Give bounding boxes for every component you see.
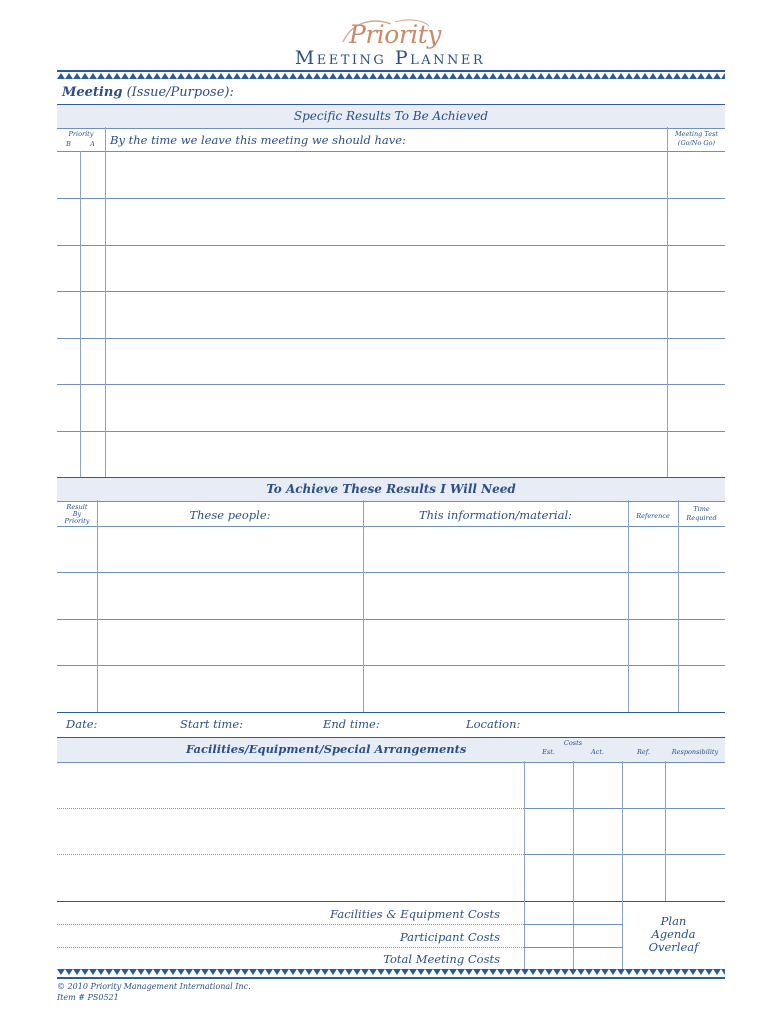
section2-header (57, 477, 725, 502)
col-divider (667, 127, 668, 477)
responsibility-label: Responsibility (671, 748, 719, 756)
go-no-go-label: (Go/No Go) (677, 139, 716, 147)
logo-text: Priority (349, 20, 441, 49)
total-costs-label: Total Meeting Costs (383, 952, 500, 966)
end-time-field[interactable] (372, 716, 462, 733)
need-row[interactable] (98, 527, 725, 572)
meeting-sub-label: (Issue/Purpose): (126, 85, 234, 100)
section1-title: Specific Results To Be Achieved (293, 109, 489, 123)
participant-est-field[interactable] (525, 926, 572, 946)
result-row[interactable] (106, 339, 667, 383)
start-time-field[interactable] (232, 716, 317, 733)
plan-agenda-note (622, 915, 725, 954)
facility-row[interactable] (58, 855, 725, 900)
section1-header (57, 104, 725, 129)
need-row[interactable] (98, 573, 725, 618)
total-act-field[interactable] (574, 949, 621, 968)
participant-act-field[interactable] (574, 926, 621, 946)
section3-title: Facilities/Equipment/Special Arrangements (186, 742, 467, 756)
result-by-label: Result (66, 503, 88, 511)
facility-row[interactable] (58, 762, 725, 807)
result-row[interactable] (106, 292, 667, 337)
time-required-label: Time (693, 505, 710, 513)
decorative-border-bottom (57, 968, 725, 980)
overleaf-label: Overleaf (648, 940, 699, 954)
priority-a-label: A (90, 140, 95, 148)
page-title: Meeting Planner (294, 47, 486, 69)
ref-label: Ref. (637, 748, 650, 756)
totals-row-rule (57, 924, 524, 925)
totals-row-rule (524, 924, 622, 925)
item-number-text: Item # PS0521 (57, 993, 119, 1002)
people-column-label: These people: (189, 508, 271, 522)
need-row[interactable] (98, 666, 725, 711)
facility-row[interactable] (58, 809, 725, 853)
priority-logo (335, 14, 441, 50)
result-row[interactable] (106, 432, 667, 476)
meeting-purpose-field[interactable] (200, 86, 720, 102)
result-by-label-2: By (72, 510, 82, 518)
plan-label: Plan (660, 914, 687, 928)
total-est-field[interactable] (525, 949, 572, 968)
location-label: Location: (466, 717, 521, 731)
info-column-label: This information/material: (418, 508, 573, 522)
result-row[interactable] (106, 385, 667, 430)
meeting-test-label: Meeting Test (674, 130, 719, 138)
results-column-label: By the time we leave this meeting we should have: (110, 133, 406, 147)
time-required-label-2: Required (686, 514, 717, 522)
agenda-label: Agenda (651, 927, 696, 941)
reference-column-label: Reference (636, 512, 670, 520)
costs-label: Costs (563, 739, 583, 747)
totals-row-rule (57, 947, 524, 948)
decorative-border-top (57, 70, 725, 82)
end-time-label: End time: (323, 717, 380, 731)
facilities-costs-label: Facilities & Equipment Costs (330, 907, 500, 921)
meeting-label: Meeting (62, 85, 123, 100)
need-row[interactable] (98, 620, 725, 664)
section2-title: To Achieve These Results I Will Need (266, 482, 516, 496)
location-field[interactable] (512, 716, 722, 733)
start-time-label: Start time: (180, 717, 244, 731)
copyright-text: © 2010 Priority Management International Inc. (57, 982, 251, 991)
act-label: Act. (590, 748, 604, 756)
date-label: Date: (66, 717, 98, 731)
result-row[interactable] (106, 199, 667, 244)
facilities-act-field[interactable] (574, 903, 621, 923)
date-field[interactable] (98, 716, 173, 733)
section3-bottom-rule (57, 901, 725, 902)
col-divider (80, 151, 81, 477)
est-label: Est. (542, 748, 555, 756)
participant-costs-label: Participant Costs (399, 930, 500, 944)
section2-bottom-rule (57, 712, 725, 713)
priority-label: Priority (68, 130, 94, 138)
result-by-label-3: Priority (64, 517, 90, 525)
result-row[interactable] (106, 152, 667, 197)
priority-b-label: B (66, 140, 71, 148)
facilities-est-field[interactable] (525, 903, 572, 923)
totals-row-rule (524, 947, 622, 948)
result-row[interactable] (106, 246, 667, 290)
